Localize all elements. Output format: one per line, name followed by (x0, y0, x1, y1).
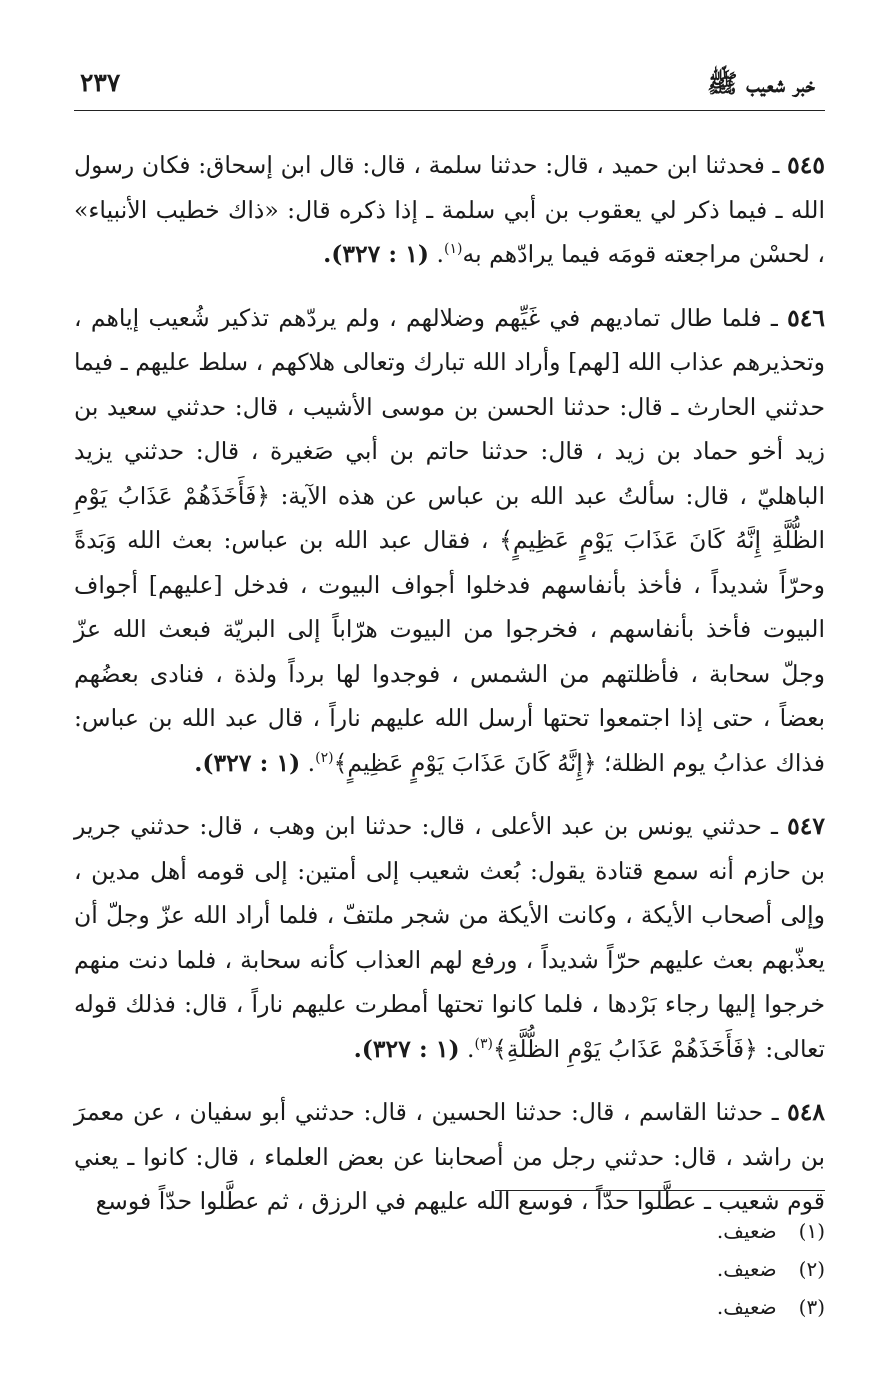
volume-page-reference: (١ : ٣٢٧). (323, 240, 430, 268)
hadith-number: ٥٤٧ (787, 812, 825, 840)
footnote-number: (١) (798, 1219, 825, 1243)
footnote-text: ضعيف. (716, 1295, 777, 1319)
hadith-paragraph-545: ٥٤٥ ـ فحدثنا ابن حميد ، قال: حدثنا سلمة ، قال: قال ابن إسحاق: فكان رسول الله ـ فيما ذكر لي يعقوب بن أبي سلمة ـ إذا ذكره قال: «ذاك خطيب الأنبياء» ، لحسْن مراجعته قومَه فيما يرادّهم به$^{(١)}$. (١ : ٣٢٧). (74, 151, 825, 268)
hadith-text: ـ فحدثنا ابن حميد ، قال: حدثنا سلمة ، قال: قال ابن إسحاق: فكان رسول الله ـ فيما ذكر لي يعقوب بن أبي سلمة ـ إذا ذكره قال: «ذاك خطيب الأنبياء» ، لحسْن مراجعته قومَه فيما يرادّهم به (74, 151, 825, 268)
hadith-number: ٥٤٥ (787, 151, 825, 179)
volume-page-reference: (١ : ٣٢٧). (353, 1034, 460, 1063)
footnote-marker: (٣) (474, 1035, 493, 1052)
volume-page-reference: (١ : ٣٢٧). (194, 748, 301, 777)
footnote-number: (٣) (798, 1295, 825, 1319)
footnote-separator (495, 1190, 825, 1191)
hadith-number: ٥٤٦ (787, 303, 825, 332)
footnote-item (717, 1212, 825, 1250)
footnote-text: ضعيف. (716, 1219, 777, 1243)
footnote-marker: (١) (444, 241, 463, 258)
chapter-title: خبر شعيب ﷺ (707, 69, 815, 98)
footnote-marker: (٢) (315, 749, 334, 766)
book-page (74, 60, 825, 1392)
hadith-paragraph-548 (74, 1090, 825, 1224)
hadith-paragraph-546: ٥٤٦ ـ فلما طال تماديهم في غَيِّهم وضلالهم ، ولم يردّهم تذكير شُعيب إياهم ، وتحذيرهم عذاب الله [لهم] وأراد الله تبارك وتعالى هلاكهم ، سلط عليهم ـ فيما حدثني الحارث ـ قال: حدثنا الحسن بن موسى الأشيب ، قال: حدثني سعيد بن زيد أخو حماد بن زيد ، قال: حدثنا حاتم بن أبي صَغيرة ، قال: حدثني يزيد الباهليّ ، قال: سألتُ عبد الله بن عباس عن هذه الآية: ﴿فَأَخَذَهُمْ عَذَابُ يَوْمِ الظُّلَّةِ إِنَّهُ كَانَ عَذَابَ يَوْمٍ عَظِيمٍ﴾ ، فقال عبد الله بن عباس: بعث الله وَبَدةً وحرّاً شديداً ، فأخذ بأنفاسهم فدخلوا أجواف البيوت ، فدخل [عليهم] أجواف البيوت فأخذ بأنفاسهم ، فخرجوا من البيوت هرّاباً إلى البريّة فبعث الله عزّ وجلّ سحابة ، فأظلتهم من الشمس ، فوجدوا لها برداً ولذة ، فنادى بعضُهم بعضاً ، حتى إذا اجتمعوا تحتها أرسل الله عليهم ناراً ، قال عبد الله بن عباس: فذاك عذابُ يوم الظلة؛ ﴿إِنَّهُ كَانَ عَذَابَ يَوْمٍ عَظِيمٍ﴾$^{(٢)}$. (١ : ٣٢٧). (74, 303, 825, 777)
body-text (74, 143, 825, 1224)
footnote-text: ضعيف. (716, 1257, 777, 1281)
hadith-text: ـ حدثنا القاسم ، قال: حدثنا الحسين ، قال: حدثني أبو سفيان ، عن معمرَ بن راشد ، قال: حدثني رجل من أصحابنا عن بعض العلماء ، قال: كانوا ـ يعني قوم شعيب ـ عطَّلوا حدّاً ، فوسع الله عليهم في الرزق ، ثم عطَّلوا حدّاً فوسع (74, 1098, 825, 1215)
hadith-paragraph-547: ٥٤٧ ـ حدثني يونس بن عبد الأعلى ، قال: حدثنا ابن وهب ، قال: حدثني جرير بن حازم أنه سمع قتادة يقول: بُعث شعيب إلى أمتين: إلى قومه أهل مدين ، وإلى أصحاب الأيكة ، وكانت الأيكة من شجر ملتفّ ، فلما أراد الله عزّ وجلّ أن يعذّبهم بعث عليهم حرّاً شديداً ، ورفع لهم العذاب كأنه سحابة ، فلما دنت منهم خرجوا إليها رجاء بَرْدها ، فلما كانوا تحتها أمطرت عليهم ناراً ، قال: فذلك قوله تعالى: ﴿فَأَخَذَهُمْ عَذَابُ يَوْمِ الظُّلَّةِ﴾$^{(٣)}$. (١ : ٣٢٧). (74, 812, 825, 1063)
hadith-text: ـ فلما طال تماديهم في غَيِّهم وضلالهم ، ولم يردّهم تذكير شُعيب إياهم ، وتحذيرهم عذاب الله [لهم] وأراد الله تبارك وتعالى هلاكهم ، سلط عليهم ـ فيما حدثني الحارث ـ قال: حدثنا الحسن بن موسى الأشيب ، قال: حدثني سعيد بن زيد أخو حماد بن زيد ، قال: حدثنا حاتم بن أبي صَغيرة ، قال: حدثني يزيد الباهليّ ، قال: سألتُ عبد الله بن عباس عن هذه الآية: ﴿فَأَخَذَهُمْ عَذَابُ يَوْمِ الظُّلَّةِ إِنَّهُ كَانَ عَذَابَ يَوْمٍ عَظِيمٍ﴾ ، فقال عبد الله بن عباس: بعث الله وَبَدةً وحرّاً شديداً ، فأخذ بأنفاسهم فدخلوا أجواف البيوت ، فدخل [عليهم] أجواف البيوت فأخذ بأنفاسهم ، فخرجوا من البيوت هرّاباً إلى البريّة فبعث الله عزّ وجلّ سحابة ، فأظلتهم من الشمس ، فوجدوا لها برداً ولذة ، فنادى بعضُهم بعضاً ، حتى إذا اجتمعوا تحتها أرسل الله عليهم ناراً ، قال عبد الله بن عباس: فذاك عذابُ يوم الظلة؛ ﴿إِنَّهُ كَانَ عَذَابَ يَوْمٍ عَظِيمٍ﴾ (74, 303, 825, 777)
footnote-number: (٢) (798, 1257, 825, 1281)
hadith-number: ٥٤٨ (787, 1098, 825, 1126)
footnote-item (717, 1250, 825, 1288)
footnotes (717, 1212, 825, 1326)
footnote-item (717, 1288, 825, 1326)
page-number: ٢٣٧ (80, 68, 121, 97)
hadith-text: ـ حدثني يونس بن عبد الأعلى ، قال: حدثنا ابن وهب ، قال: حدثني جرير بن حازم أنه سمع قتادة يقول: بُعث شعيب إلى أمتين: إلى قومه أهل مدين ، وإلى أصحاب الأيكة ، وكانت الأيكة من شجر ملتفّ ، فلما أراد الله عزّ وجلّ أن يعذّبهم بعث عليهم حرّاً شديداً ، ورفع لهم العذاب كأنه سحابة ، فلما دنت منهم خرجوا إليها رجاء بَرْدها ، فلما كانوا تحتها أمطرت عليهم ناراً ، قال: فذلك قوله تعالى: ﴿فَأَخَذَهُمْ عَذَابُ يَوْمِ الظُّلَّةِ﴾ (74, 812, 825, 1063)
running-header (74, 60, 825, 111)
